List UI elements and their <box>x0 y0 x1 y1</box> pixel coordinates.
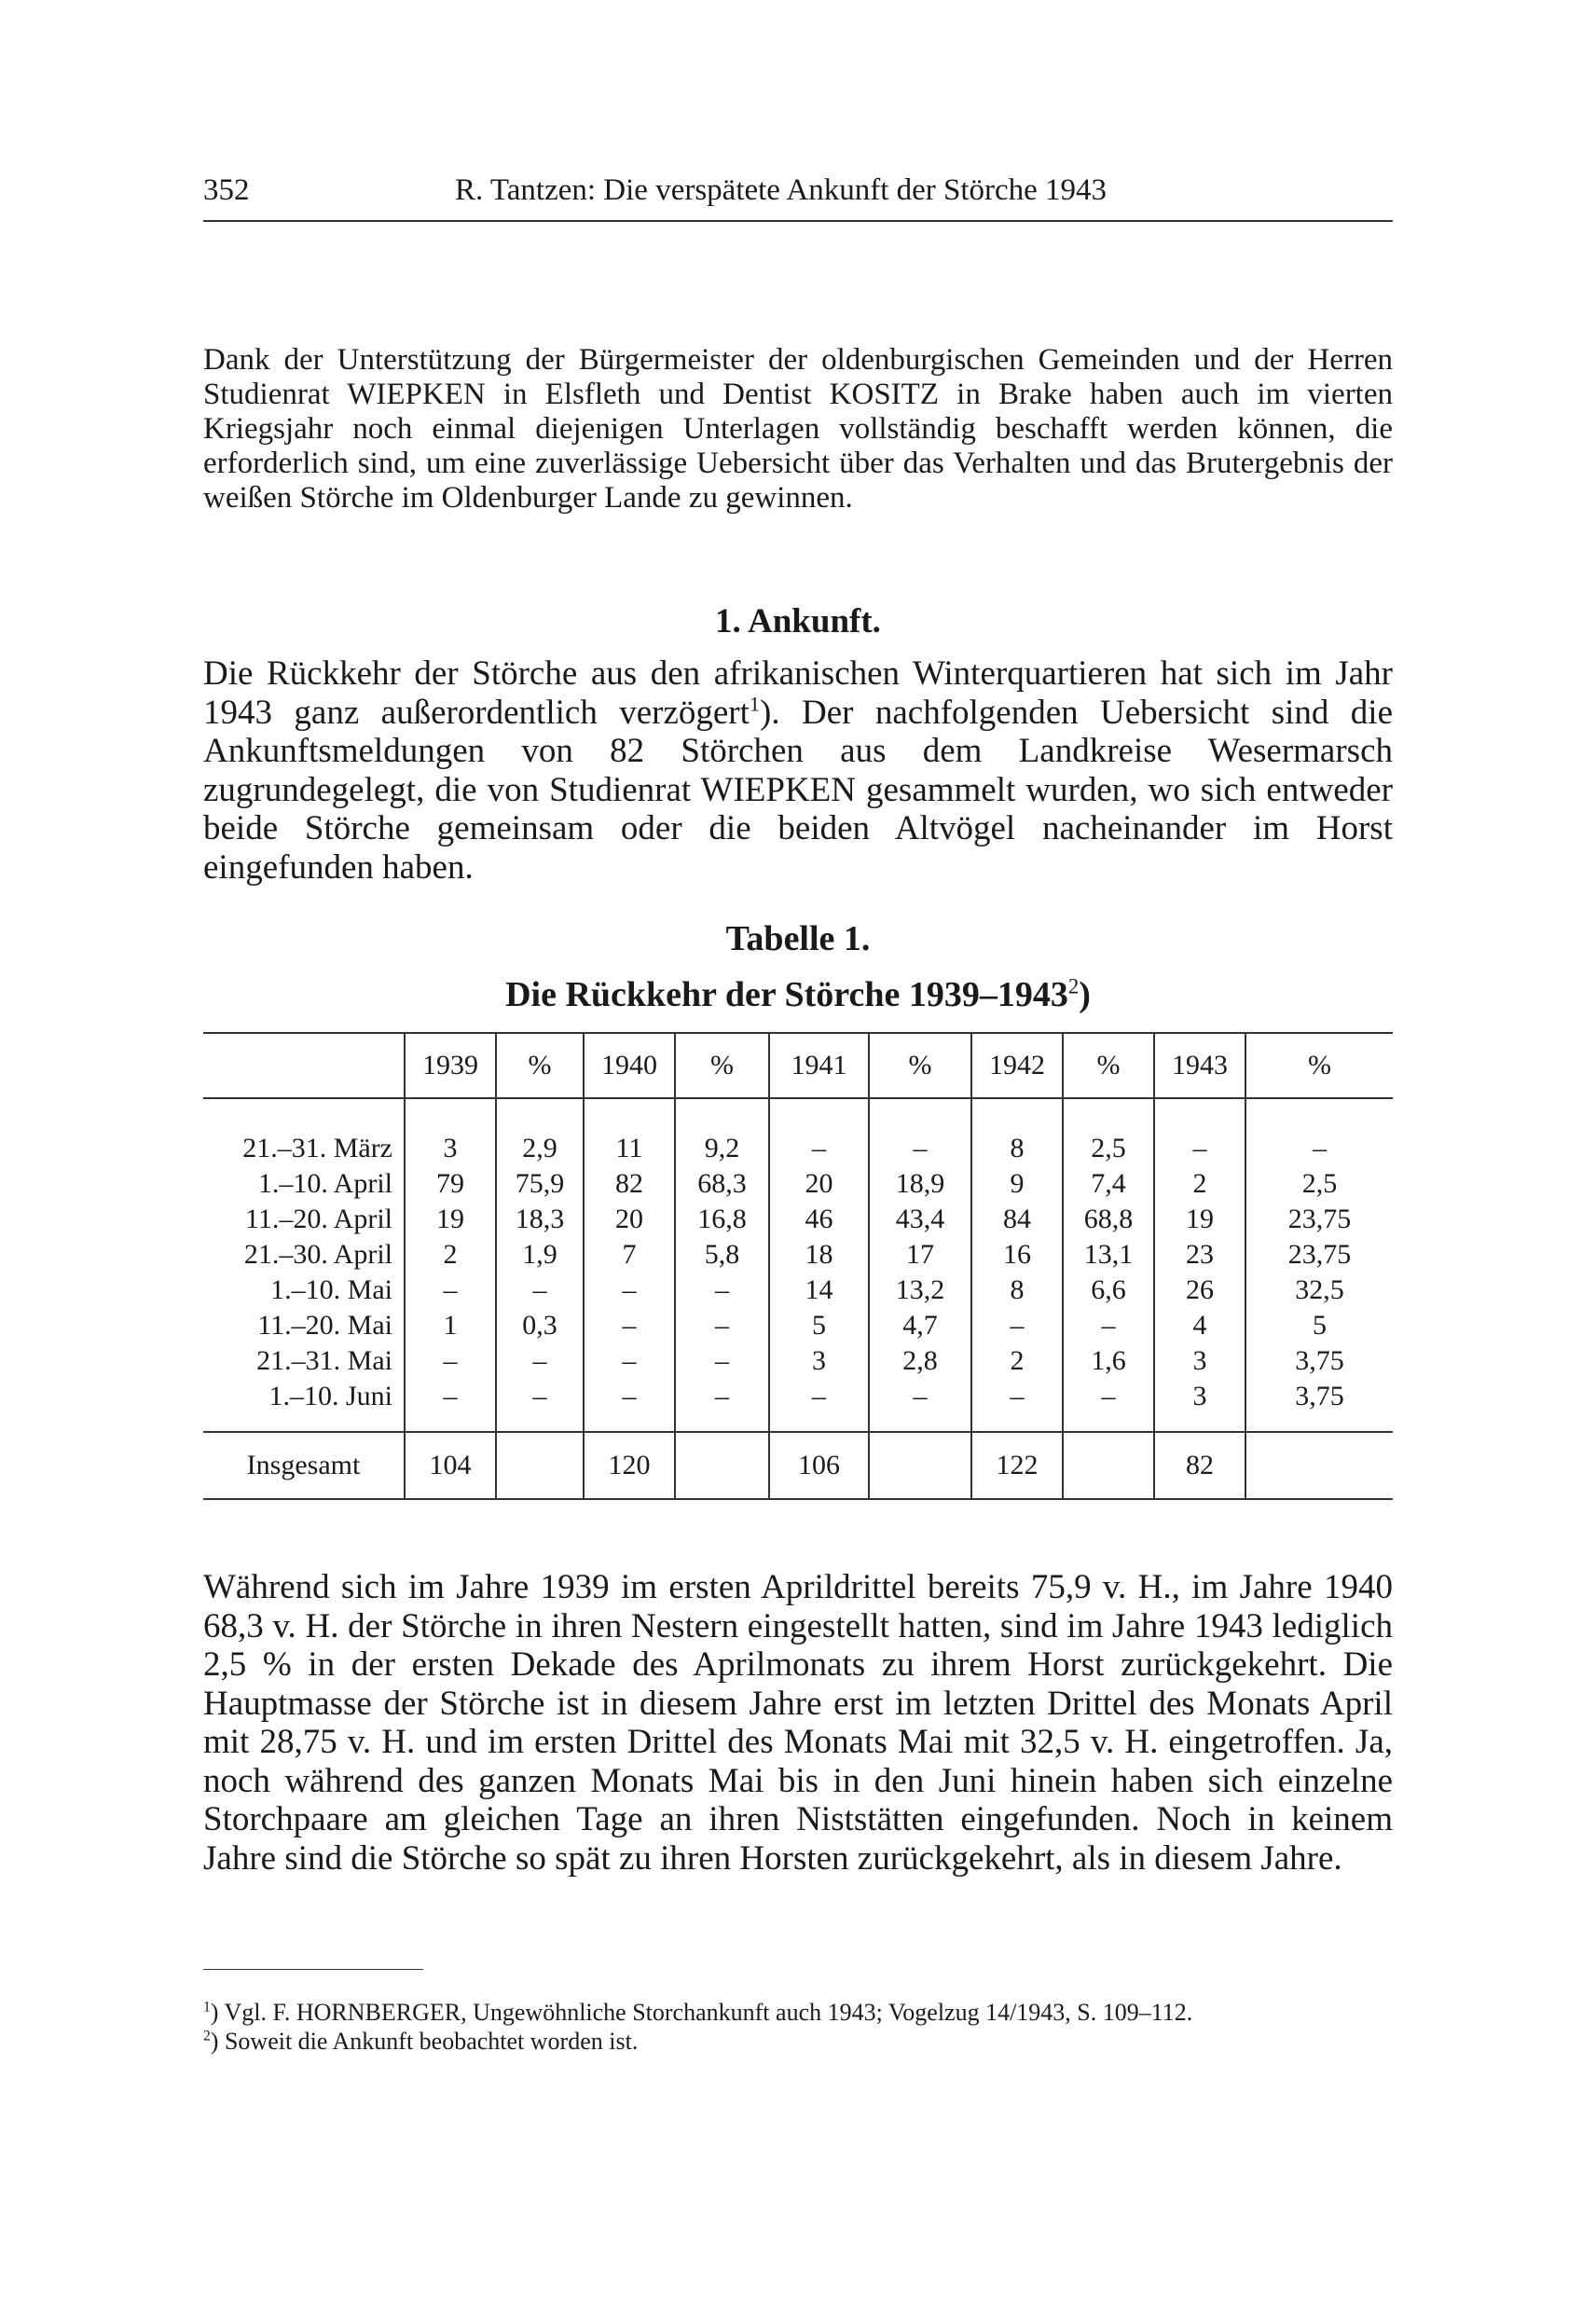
table-cell: – <box>405 1343 496 1379</box>
table-cell: 23 <box>1154 1237 1245 1273</box>
table-label: Tabelle 1. <box>725 919 871 958</box>
table-cell: 2,5 <box>1063 1098 1154 1166</box>
table-cell: – <box>1154 1098 1245 1166</box>
table-cell: 1,6 <box>1063 1343 1154 1379</box>
footnote-divider <box>203 1969 423 1970</box>
table-cell: 8 <box>971 1273 1063 1308</box>
table-cell: 2,8 <box>869 1343 971 1379</box>
table-cell: – <box>405 1273 496 1308</box>
col-header: % <box>1245 1033 1393 1098</box>
total-cell: 104 <box>405 1432 496 1499</box>
table-cell: 4,7 <box>869 1308 971 1343</box>
total-cell <box>496 1432 584 1499</box>
row-label: 11.–20. Mai <box>257 1310 392 1341</box>
intro-paragraph: Dank der Unterstützung der Bürgermeister der oldenburgischen Gemeinden und der Herren Studienrat WIEPKEN in Elsfleth und Dentist KOSITZ in Brake haben auch im vierten Kriegsjahr noch einmal diejenigen Unterlagen vollständig beschafft werden können, die erforderlich sind, um eine zuverlässige Uebersicht über das Verhalten und das Brutergebnis der weißen Störche im Oldenburger Lande zu gewinnen. <box>203 343 1393 515</box>
table-cell: – <box>869 1098 971 1166</box>
table-cell: 18 <box>769 1237 869 1273</box>
footnote-text: ) Vgl. F. HORNBERGER, Ungewöhnliche Storchankunft auch 1943; Vogelzug 14/1943, S. 109–112. <box>210 1999 1193 2026</box>
table-cell: – <box>1063 1379 1154 1432</box>
col-header: 1941 <box>769 1033 869 1098</box>
total-cell <box>1063 1432 1154 1499</box>
table-cell: 16,8 <box>675 1202 769 1237</box>
table-cell: – <box>675 1308 769 1343</box>
running-header <box>203 173 1393 222</box>
row-label: 21.–31. Mai <box>256 1345 392 1376</box>
table-cell: 2 <box>405 1237 496 1273</box>
table-cell: – <box>769 1098 869 1166</box>
table-cell: 18,9 <box>869 1166 971 1202</box>
table-cell: 2 <box>1154 1166 1245 1202</box>
table-cell: 46 <box>769 1202 869 1237</box>
row-label: 1.–10. Mai <box>270 1274 392 1305</box>
table-cell: 5 <box>1245 1308 1393 1343</box>
table-cell: 23,75 <box>1245 1202 1393 1237</box>
table-cell: 68,3 <box>675 1166 769 1202</box>
section-paragraph-part1: Die Rückkehr der Störche aus den afrikanischen Winterquartieren hat sich im Jahr 1943 ganz außerordentlich verzögert <box>203 654 1393 732</box>
table-row <box>203 1098 1393 1166</box>
table-cell: 43,4 <box>869 1202 971 1237</box>
table-cell: 9,2 <box>675 1098 769 1166</box>
section-paragraph-part2: ). Der nachfolgenden Uebersicht sind die Ankunftsmeldungen von 82 Störchen aus dem Landkreise Wesermarsch zugrundegelegt, die von Studienrat WIEPKEN gesammelt wurden, wo sich entweder beide Störche gemeinsam oder die beiden Altvögel nacheinander im Horst eingefunden haben. <box>203 693 1393 887</box>
total-cell <box>675 1432 769 1499</box>
table-cell: 23,75 <box>1245 1237 1393 1273</box>
col-header: % <box>869 1033 971 1098</box>
table-cell: 5 <box>769 1308 869 1343</box>
table-cell: 17 <box>869 1237 971 1273</box>
table-cell: – <box>1245 1098 1393 1166</box>
table-cell: 20 <box>584 1202 675 1237</box>
footnote-ref-2: 2 <box>1067 974 1080 998</box>
table-row <box>203 1273 1393 1308</box>
table-cell: 82 <box>584 1166 675 1202</box>
total-cell: 122 <box>971 1432 1063 1499</box>
table-cell: 84 <box>971 1202 1063 1237</box>
col-header: 1942 <box>971 1033 1063 1098</box>
table-total-row <box>203 1432 1393 1499</box>
table-cell: – <box>405 1379 496 1432</box>
total-cell: 120 <box>584 1432 675 1499</box>
table-cell: – <box>584 1343 675 1379</box>
row-label: 21.–30. April <box>243 1239 392 1270</box>
table-cell: – <box>971 1308 1063 1343</box>
table-cell: 3 <box>769 1343 869 1379</box>
table-cell: 14 <box>769 1273 869 1308</box>
section-heading: 1. Ankunft. <box>715 602 881 640</box>
table-cell: – <box>675 1343 769 1379</box>
table-cell: 3 <box>405 1098 496 1166</box>
table-cell: 68,8 <box>1063 1202 1154 1237</box>
col-header: % <box>1063 1033 1154 1098</box>
running-title: R. Tantzen: Die verspätete Ankunft der Störche 1943 <box>455 173 1108 207</box>
col-header: % <box>675 1033 769 1098</box>
table-cell: 20 <box>769 1166 869 1202</box>
table-cell: 2 <box>971 1343 1063 1379</box>
table-cell: 5,8 <box>675 1237 769 1273</box>
table-cell: 3 <box>1154 1343 1245 1379</box>
col-header: 1943 <box>1154 1033 1245 1098</box>
table-cell: – <box>584 1379 675 1432</box>
table-cell: 2,9 <box>496 1098 584 1166</box>
table-cell: 2,5 <box>1245 1166 1393 1202</box>
footnote-ref-1: 1 <box>749 692 761 716</box>
footnote-2 <box>203 2028 1393 2056</box>
table-cell: 79 <box>405 1166 496 1202</box>
table-cell: 26 <box>1154 1273 1245 1308</box>
table-cell: – <box>496 1273 584 1308</box>
table-title-close: ) <box>1079 975 1091 1014</box>
table-cell: – <box>769 1379 869 1432</box>
col-header <box>203 1033 405 1098</box>
table-cell: – <box>584 1308 675 1343</box>
table-cell: 1,9 <box>496 1237 584 1273</box>
total-cell: 82 <box>1154 1432 1245 1499</box>
row-label: 1.–10. Juni <box>268 1381 392 1411</box>
table-cell: 1 <box>405 1308 496 1343</box>
closing-paragraph: Während sich im Jahre 1939 im ersten Aprildrittel bereits 75,9 v. H., im Jahre 1940 68,3 v. H. der Störche in ihren Nestern eingestellt hatten, sind im Jahre 1943 lediglich 2,5 % in der ersten Dekade des Aprilmonats zu ihrem Horst zurückgekehrt. Die Hauptmasse der Störche ist in diesem Jahre erst im letzten Drittel des Monats April mit 28,75 v. H. und im ersten Drittel des Monats Mai mit 32,5 v. H. eingetroffen. Ja, noch während des ganzen Monats Mai bis in den Juni hinein haben sich einzelne Storchpaare am gleichen Tage an ihren Niststätten eingefunden. Noch in keinem Jahre sind die Störche so spät zu ihren Horsten zurückgekehrt, als in diesem Jahre. <box>203 1568 1393 1878</box>
total-cell: Insgesamt <box>203 1432 405 1499</box>
table-cell: – <box>675 1379 769 1432</box>
table-row <box>203 1308 1393 1343</box>
footnote-mark: 2 <box>203 2028 211 2044</box>
table-cell: – <box>971 1379 1063 1432</box>
row-label: 21.–31. März <box>242 1133 392 1163</box>
table-cell: 18,3 <box>496 1202 584 1237</box>
total-cell <box>1245 1432 1393 1499</box>
table-cell: 19 <box>1154 1202 1245 1237</box>
table-cell: – <box>496 1379 584 1432</box>
table-cell: 8 <box>971 1098 1063 1166</box>
col-header: % <box>496 1033 584 1098</box>
table-title-text: Die Rückkehr der Störche 1939–1943 <box>505 975 1068 1014</box>
page <box>203 0 1393 2312</box>
table-row <box>203 1202 1393 1237</box>
footnote-mark: 1 <box>203 1999 211 2016</box>
table-cell: 13,2 <box>869 1273 971 1308</box>
footnote-text: ) Soweit die Ankunft beobachtet worden ist. <box>210 2028 639 2055</box>
table-cell: 6,6 <box>1063 1273 1154 1308</box>
row-label: 11.–20. April <box>244 1204 392 1234</box>
page-number: 352 <box>203 173 250 207</box>
row-label: 1.–10. April <box>257 1168 392 1199</box>
table-cell: 3,75 <box>1245 1343 1393 1379</box>
table-row <box>203 1343 1393 1379</box>
table-row <box>203 1379 1393 1432</box>
table-body <box>203 1098 1393 1432</box>
table-cell: 11 <box>584 1098 675 1166</box>
table-cell: 13,1 <box>1063 1237 1154 1273</box>
table-cell: 32,5 <box>1245 1273 1393 1308</box>
table-cell: 7 <box>584 1237 675 1273</box>
table-cell: 9 <box>971 1166 1063 1202</box>
table-cell: 3 <box>1154 1379 1245 1432</box>
col-header: 1940 <box>584 1033 675 1098</box>
table-cell: 0,3 <box>496 1308 584 1343</box>
table-cell: 16 <box>971 1237 1063 1273</box>
col-header: 1939 <box>405 1033 496 1098</box>
total-cell <box>869 1432 971 1499</box>
table-cell: – <box>1063 1308 1154 1343</box>
table-cell: 19 <box>405 1202 496 1237</box>
table-cell: – <box>869 1379 971 1432</box>
section-paragraph <box>203 654 1393 887</box>
footnote-1 <box>203 1999 1393 2027</box>
table-cell: 75,9 <box>496 1166 584 1202</box>
table-cell: – <box>584 1273 675 1308</box>
table-cell: 4 <box>1154 1308 1245 1343</box>
table-cell: 3,75 <box>1245 1379 1393 1432</box>
table-row <box>203 1237 1393 1273</box>
table-cell: – <box>675 1273 769 1308</box>
total-cell: 106 <box>769 1432 869 1499</box>
table-title <box>203 974 1393 1015</box>
table-row <box>203 1166 1393 1202</box>
arrival-table <box>203 1032 1393 1500</box>
table-cell: – <box>496 1343 584 1379</box>
table-header-row <box>203 1033 1393 1098</box>
table-cell: 7,4 <box>1063 1166 1154 1202</box>
